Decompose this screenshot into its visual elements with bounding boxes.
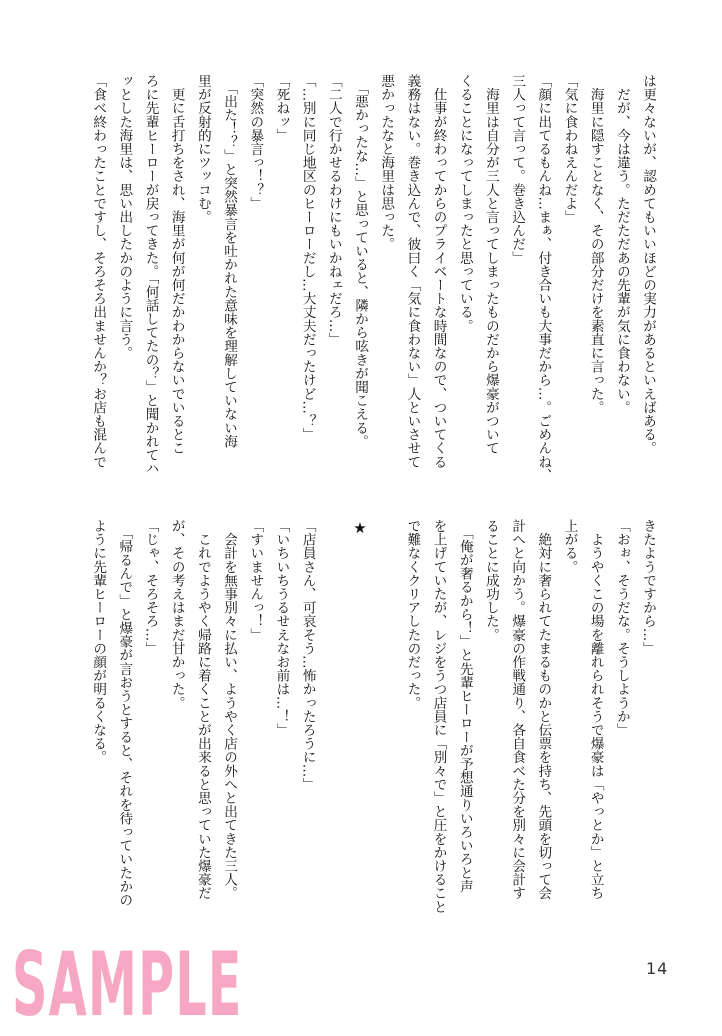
text-column: 会計を無事別々に払い、ようやく店の外へと出てきた三人。 [221,519,238,900]
text-column: 「突然の暴言っ！？」 [247,74,264,210]
blank-column [373,519,399,939]
text-column: 「顔に出てるもんね…まぁ、付き合いも大事だから…。ごめんね、 [535,74,552,482]
text-column: 海里に隠すことなく、その部分だけを素直に言った。 [587,74,604,414]
text-column: 計へと向かう。爆豪の作戦通り、各自食べた分を別々に会計す [509,519,526,900]
text-column: ッとした海里は、思い出したかのように言う。 [116,74,133,360]
text-column: ように先輩ヒーローの顔が明るくなる。 [90,519,107,764]
text-column: 義務はない。巻き込んで、彼曰く「気に食わない」人といさせて [404,74,421,469]
text-column: 海里は自分が三人と言ってしまったものだから爆豪がついて [482,74,499,455]
text-column: 仕事が終わってからのプライベートな時間なので、ついてくる [430,74,447,469]
text-column: を上げていたが、レジをうつ店員に「別々で」と圧をかけること [430,519,447,914]
text-column: 「気に食わねえんだよ」 [561,74,578,224]
text-column: ろに先輩ヒーローが戻ってきた。「何話してたの？」と聞かれてハ [142,74,159,476]
page-number: 14 [646,959,669,978]
text-column: ることに成功した。 [482,519,499,642]
text-column: 「出た！？」と突然暴言を吐かれた意味を理解していない海 [221,74,238,448]
text-column: だが、今は違う。ただただあの先輩が気に食わない。 [613,74,630,414]
text-column: 絶対に奢られてたまるものかと伝票を持ち、先頭を切って会 [535,519,552,900]
text-column: は更々ないが、認めてもいいほどの実力があるといえばある。 [640,74,657,455]
text-column: 「俺が奢るから！」と先輩ヒーローが予想通りいろいろと声 [456,519,473,893]
text-column: 「おぉ、そうだな。そうしようか」 [613,519,630,737]
text-column: 「帰るんで」と爆豪が言おうとすると、それを待っていたかの [116,519,133,907]
text-column: 里が反射的にツッコむ。 [194,74,211,224]
text-column: 上がる。 [561,519,578,574]
upper-text-block [85,74,661,494]
text-column: 「…別に同じ地区のヒーローだし…大丈夫だったけど…？」 [299,74,316,442]
text-column: 更に舌打ちをされ、海里が何が何だかわからないでいるとこ [168,74,185,455]
text-column: 「すいませんっ！」 [247,519,264,642]
text-column: 三人って言って。巻き込んだ」 [509,74,526,265]
text-column: 悪かったなと海里は思った。 [378,74,395,251]
text-column: 「二人で行かせるわけにもいかねェだろ…」 [325,74,342,346]
text-column: 「いちいちうるせえなお前は…！」 [273,519,290,737]
text-column: ようやくこの場を離れられそうで爆豪は「やっとか」と立ち [587,519,604,900]
text-column: で難なくクリアしたのだった。 [404,519,421,710]
text-column: 「店員さん、可哀そう…怖かったろうに…」 [299,519,316,791]
text-column: 「じゃ、そろそろ…」 [142,519,159,655]
text-column: 「死ねッ」 [273,74,290,142]
text-column: これでようやく帰路に着くことが出来ると思っていた爆豪だ [194,519,211,900]
text-column: きたようですから…」 [640,519,657,655]
text-column: 「食べ終わったことですし、そろそろ出ませんか？お店も混んで [90,74,107,469]
sample-watermark: SAMPLE [12,933,243,1036]
text-column: が、その考えはまだ甘かった。 [168,519,185,710]
scene-break-star-icon: ★ [351,519,370,537]
blank-column [321,519,347,939]
text-column: 「悪かったな…」と思っていると、隣から呟きが聞こえる。 [352,74,369,448]
text-column: くることになってしまったと思っている。 [456,74,473,333]
lower-text-block [85,519,661,939]
